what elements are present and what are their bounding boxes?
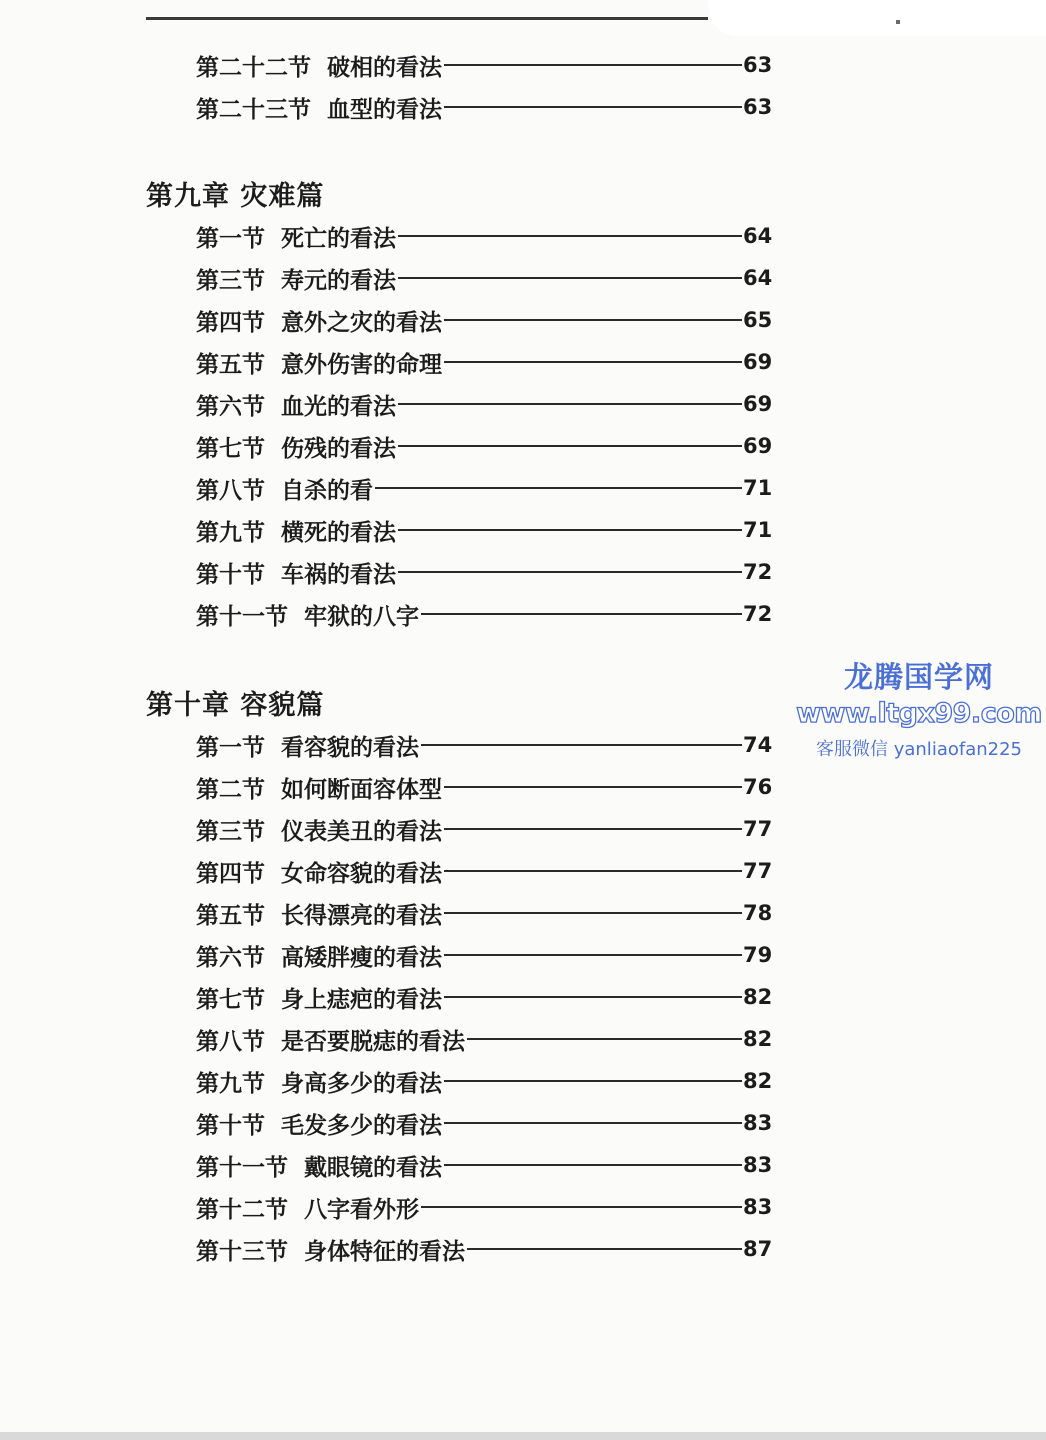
toc-section-title: 意外之灾的看法 [281,309,442,336]
toc-leader-line [467,1038,742,1040]
toc-entry [196,1232,771,1266]
toc-leader-line [444,64,742,66]
toc-entry [196,728,771,762]
toc-page-number: 77 [743,859,773,883]
toc-section-number: 第五节 [196,902,265,929]
watermark-url: www.ltgx99.com [796,698,1042,729]
toc-section-title: 戴眼镜的看法 [304,1154,442,1181]
toc-entry [196,1190,771,1224]
toc-section-number: 第一节 [196,225,265,252]
toc-entry [196,854,771,888]
toc-section-title: 高矮胖瘦的看法 [281,944,442,971]
toc-section-title: 意外伤害的命理 [281,351,442,378]
toc-section-number: 第四节 [196,309,265,336]
toc-section-title: 身高多少的看法 [281,1070,442,1097]
toc-leader-line [444,361,742,363]
toc-section-title: 血光的看法 [281,393,396,420]
toc-entry [196,1148,771,1182]
toc-leader-line [398,403,742,405]
toc-section-number: 第二十二节 [196,54,311,81]
toc-section-number: 第六节 [196,393,265,420]
toc-page-number: 69 [743,350,773,374]
toc-section-number: 第七节 [196,435,265,462]
toc-leader-line [444,912,742,914]
toc-section-number: 第五节 [196,351,265,378]
toc-section-number: 第十二节 [196,1196,288,1223]
toc-page-number: 76 [743,775,773,799]
toc-page-number: 78 [743,901,773,925]
toc-entry [196,471,771,505]
toc-section-number: 第九节 [196,519,265,546]
toc-leader-line [467,1248,742,1250]
toc-entry [196,770,771,804]
toc-leader-line [375,487,742,489]
toc-section-title: 如何断面容体型 [281,776,442,803]
toc-leader-line [444,1164,742,1166]
toc-leader-line [421,613,742,615]
toc-page-number: 63 [743,53,773,77]
toc-section-title: 八字看外形 [304,1196,419,1223]
toc-section-number: 第十一节 [196,1154,288,1181]
toc-leader-line [444,786,742,788]
toc-page-number: 83 [743,1195,773,1219]
toc-section-title: 车祸的看法 [281,561,396,588]
toc-page-number: 79 [743,943,773,967]
chapter-heading: 第十章 容貌篇 [146,690,325,721]
toc-section-title: 身上痣疤的看法 [281,986,442,1013]
toc-page-number: 63 [743,95,773,119]
toc-leader-line [444,106,742,108]
toc-leader-line [421,1206,742,1208]
toc-entry [196,90,771,124]
toc-page-number: 71 [743,476,773,500]
toc-section-number: 第十三节 [196,1238,288,1265]
toc-leader-line [444,954,742,956]
toc-entry [196,1064,771,1098]
toc-page-number: 83 [743,1153,773,1177]
toc-page-number: 82 [743,1027,773,1051]
toc-section-title: 是否要脱痣的看法 [281,1028,465,1055]
toc-entry [196,980,771,1014]
toc-page-number: 64 [743,224,773,248]
toc-page-number: 65 [743,308,773,332]
toc-section-number: 第八节 [196,1028,265,1055]
toc-section-title: 仪表美丑的看法 [281,818,442,845]
toc-section-title: 毛发多少的看法 [281,1112,442,1139]
toc-entry [196,303,771,337]
toc-section-title: 死亡的看法 [281,225,396,252]
toc-leader-line [398,235,742,237]
toc-leader-line [398,571,742,573]
toc-section-title: 伤残的看法 [281,435,396,462]
toc-section-title: 横死的看法 [281,519,396,546]
toc-section-title: 自杀的看 [281,477,373,504]
toc-entry [196,219,771,253]
toc-page-number: 69 [743,392,773,416]
toc-entry [196,429,771,463]
toc-page-number: 71 [743,518,773,542]
toc-page-number: 72 [743,602,773,626]
toc-page-number: 83 [743,1111,773,1135]
toc-section-number: 第六节 [196,944,265,971]
toc-section-number: 第九节 [196,1070,265,1097]
toc-section-number: 第十节 [196,1112,265,1139]
toc-entry [196,1022,771,1056]
toc-section-number: 第七节 [196,986,265,1013]
chapter-heading: 第九章 灾难篇 [146,181,325,212]
toc-leader-line [444,870,742,872]
toc-page-number: 69 [743,434,773,458]
toc-section-title: 看容貌的看法 [281,734,419,761]
toc-section-number: 第十一节 [196,603,288,630]
toc-section-title: 身体特征的看法 [304,1238,465,1265]
toc-section-number: 第二节 [196,776,265,803]
toc-page-number: 82 [743,1069,773,1093]
toc-section-title: 破相的看法 [327,54,442,81]
toc-leader-line [398,445,742,447]
toc-page-number: 64 [743,266,773,290]
toc-section-title: 寿元的看法 [281,267,396,294]
toc-leader-line [398,529,742,531]
toc-leader-line [444,1122,742,1124]
toc-entry [196,1106,771,1140]
toc-entry [196,345,771,379]
toc-leader-line [444,1080,742,1082]
toc-section-title: 血型的看法 [327,96,442,123]
watermark-contact: 客服微信 yanliaofan225 [816,739,1022,760]
toc-leader-line [398,277,742,279]
toc-page-number: 82 [743,985,773,1009]
toc-section-number: 第十节 [196,561,265,588]
toc-page-number: 72 [743,560,773,584]
toc-entry [196,261,771,295]
toc-leader-line [444,828,742,830]
toc-entry [196,387,771,421]
toc-entry [196,812,771,846]
bottom-edge [0,1432,1046,1440]
toc-page-number: 87 [743,1237,773,1261]
toc-section-title: 长得漂亮的看法 [281,902,442,929]
toc-section-number: 第一节 [196,734,265,761]
toc-entry [196,896,771,930]
toc-section-number: 第二十三节 [196,96,311,123]
toc-page-number: 74 [743,733,773,757]
watermark [796,655,1042,761]
toc-section-number: 第三节 [196,267,265,294]
toc-leader-line [444,996,742,998]
toc-entry [196,555,771,589]
toc-page-number: 77 [743,817,773,841]
toc-section-title: 牢狱的八字 [304,603,419,630]
toc-leader-line [444,319,742,321]
toc-section-number: 第四节 [196,860,265,887]
toc-section-number: 第三节 [196,818,265,845]
toc-section-number: 第八节 [196,477,265,504]
toc-section-title: 女命容貌的看法 [281,860,442,887]
toc-entry [196,48,771,82]
toc-entry [196,938,771,972]
toc-entry [196,513,771,547]
toc-leader-line [421,744,742,746]
watermark-site-name: 龙腾国学网 [843,660,994,694]
toc-entry [196,597,771,631]
